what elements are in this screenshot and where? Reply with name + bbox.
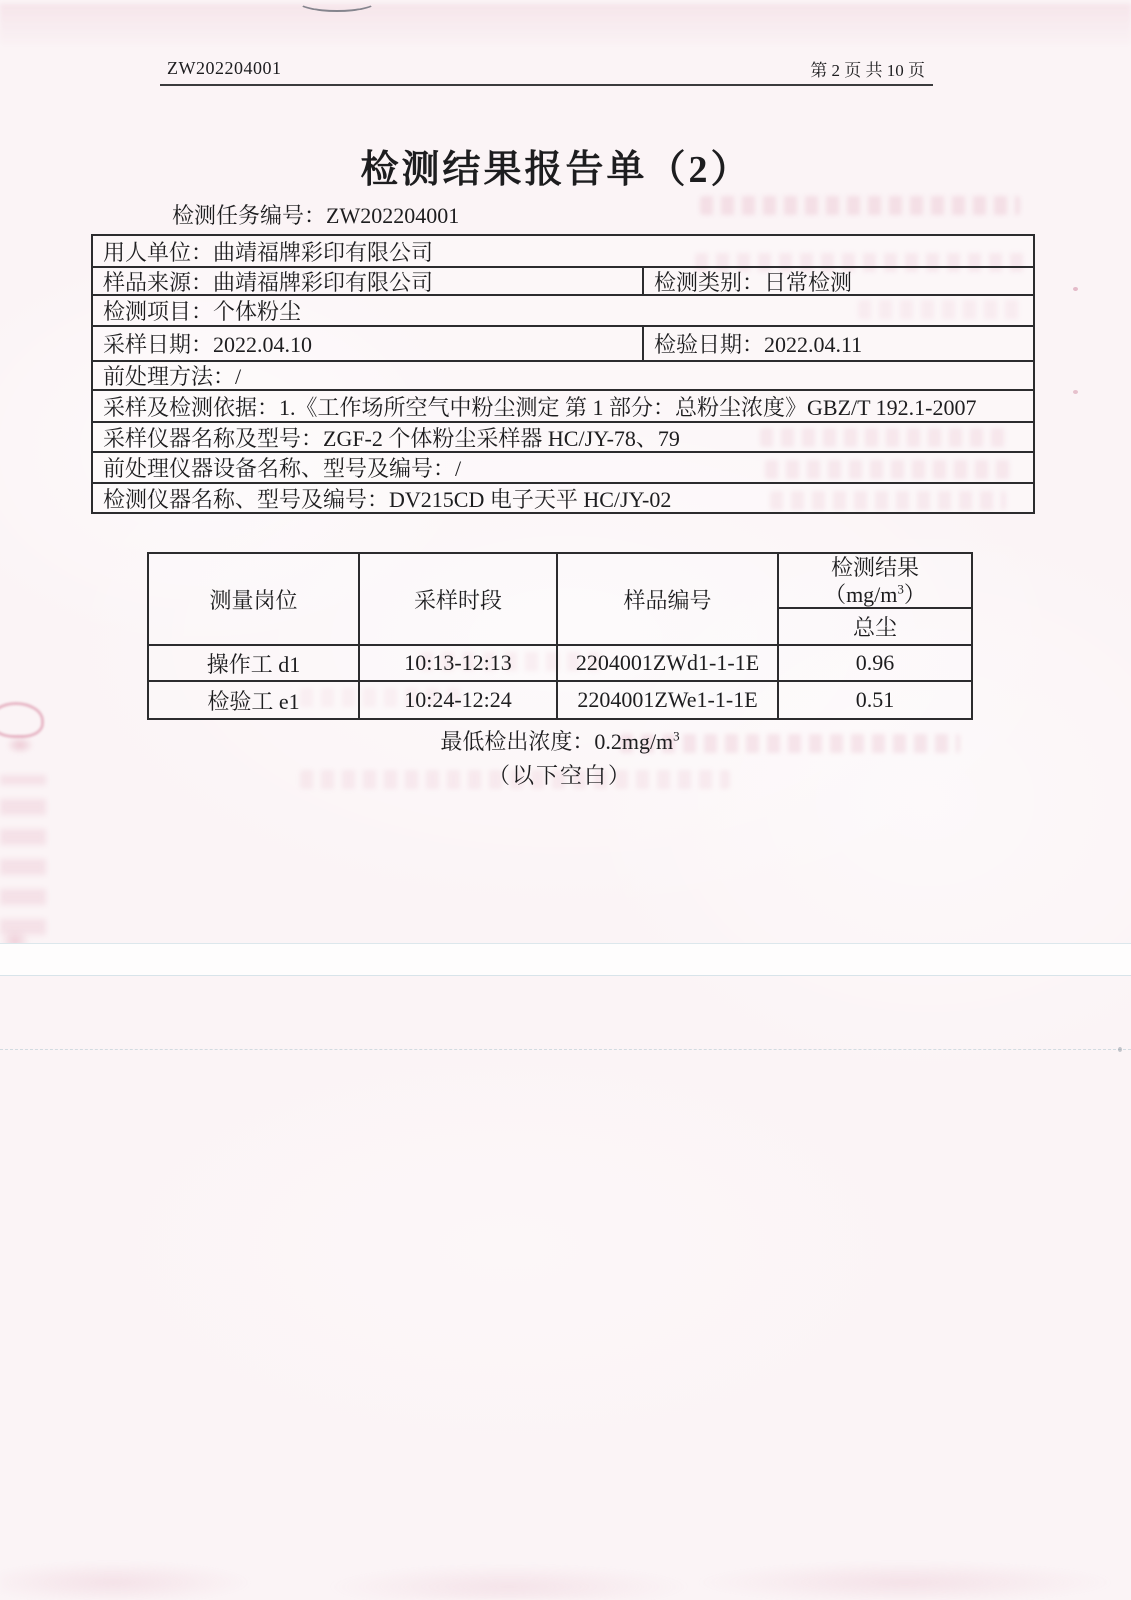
result-cell-value: 0.51 [855, 687, 895, 712]
info-row-dates [93, 327, 1033, 362]
result-header-line1: 检测结果 [830, 554, 919, 580]
paper-speck [1073, 287, 1078, 291]
result-cell-position: 操作工 d1 [149, 646, 360, 682]
info-cell: 采样仪器名称及型号：ZGF-2 个体粉尘采样器 HC/JY-78、79 [103, 425, 680, 451]
info-cell: 采样日期：2022.04.10 [93, 327, 644, 360]
paper-speck [1118, 1047, 1122, 1052]
info-cell: 样品来源：曲靖福牌彩印有限公司 [93, 268, 644, 294]
results-table [147, 552, 973, 720]
result-header-unit: $(mg/m^3)$ [824, 581, 926, 607]
info-cell: 前处理方法：/ [103, 364, 242, 389]
scan-band-artifact [0, 943, 1131, 976]
info-row-sampling-instrument [93, 423, 1033, 453]
result-cell-position: 检验工 e1 [149, 682, 360, 718]
stamp-bleed-mark [0, 775, 46, 935]
blank-below-note: （以下空白） [487, 763, 632, 788]
info-cell: 采样及检测依据：1.《工作场所空气中粉尘测定 第 1 部分：总粉尘浓度》GBZ/T 192.1-2007 [103, 394, 977, 420]
result-cell-sample-no: 2204001ZWd1-1-1E [558, 646, 779, 682]
result-cell-period: 10:13-12:13 [360, 646, 558, 682]
stamp-bleed-mark [0, 702, 44, 738]
header-rule [160, 84, 933, 86]
stamp-bleed-mark [0, 930, 30, 952]
info-row-test-item [93, 296, 1033, 327]
info-cell: 用人单位：曲靖福牌彩印有限公司 [103, 239, 434, 265]
paper-pink-tint [0, 1556, 1131, 1600]
info-cell: 检验日期：2022.04.11 [654, 332, 863, 357]
task-number-line: 检测任务编号：ZW202204001 [172, 203, 460, 228]
header-page-indicator: 第 2 页 共 10 页 [810, 61, 925, 80]
result-cell-value: 0.96 [779, 646, 971, 682]
info-cell: 检测仪器名称、型号及编号：DV215CD 电子天平 HC/JY-02 [103, 486, 672, 512]
col-header-sample-no: 样品编号 [558, 554, 779, 646]
header-doc-number: ZW202204001 [167, 58, 282, 78]
stamp-bleed-mark [6, 736, 34, 754]
info-row-sample-source [93, 268, 1033, 296]
result-cell-period: 10:24-12:24 [360, 682, 558, 718]
info-cell: 检测项目：个体粉尘 [103, 299, 302, 324]
col-header-position: 测量岗位 [149, 554, 360, 646]
col-header-result [779, 554, 971, 609]
scan-arc-mark [297, 0, 377, 12]
detection-limit-note: 最低检出浓度：$0.2mg/m^3$ [440, 728, 680, 754]
paper-speck [1073, 390, 1078, 394]
info-row-method-basis [93, 391, 1033, 423]
col-header-period: 采样时段 [360, 554, 558, 646]
info-row-test-instrument [93, 484, 1033, 512]
info-table [91, 234, 1035, 514]
result-cell-sample-no: 2204001ZWe1-1-1E [558, 682, 779, 718]
scan-line-artifact [0, 1049, 1131, 1050]
bleed-through-text-smudge [700, 196, 1020, 215]
paper-pink-tint [0, 4, 1131, 48]
report-title: 检测结果报告单（2） [360, 149, 752, 191]
info-row-pretreatment [93, 362, 1033, 391]
info-row-pretreatment-instrument [93, 453, 1033, 484]
info-row-employer [93, 236, 1033, 268]
info-cell: 检测类别：日常检测 [654, 269, 853, 295]
info-cell: 前处理仪器设备名称、型号及编号：/ [103, 456, 462, 481]
col-subheader-total-dust: 总尘 [779, 609, 971, 646]
